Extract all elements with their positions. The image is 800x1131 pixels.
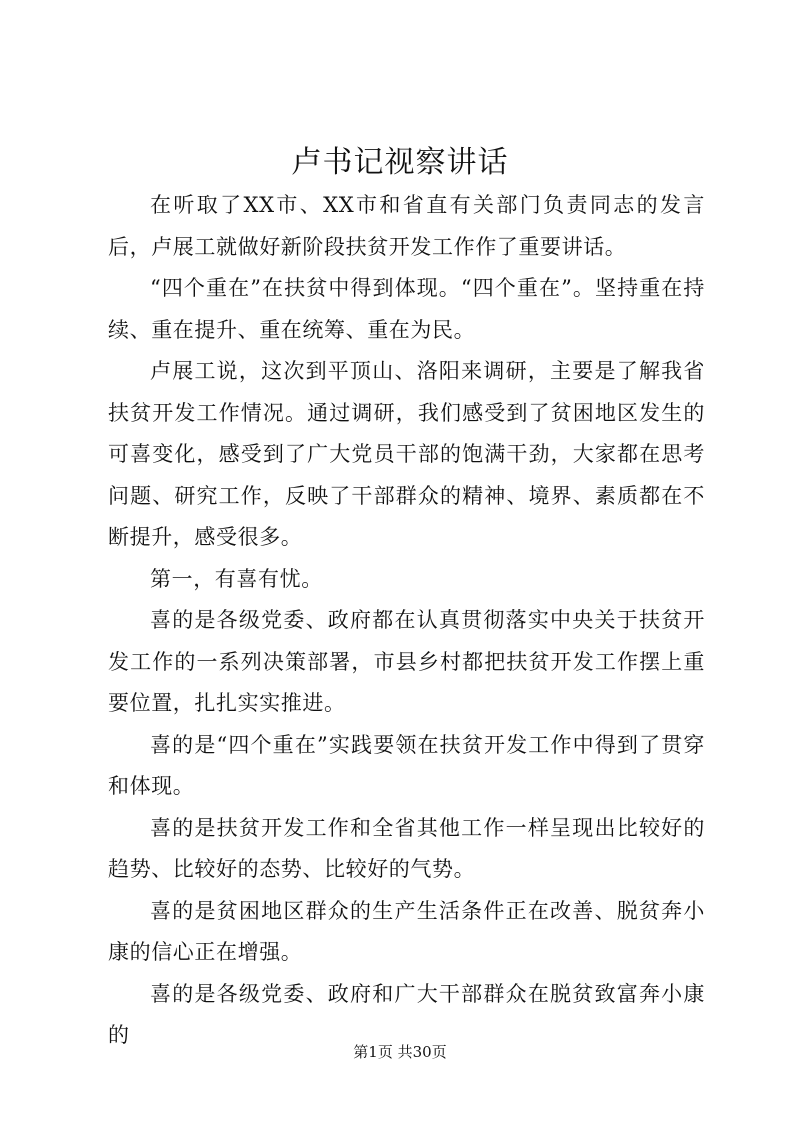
paragraph: 卢展工说，这次到平顶山、洛阳来调研，主要是了解我省扶贫开发工作情况。通过调研，我们感受到了贫困地区发生的可喜变化，感受到了广大党员干部的饱满干劲，大家都在思考问题、研究工作，反映了干部群众的精神、境界、素质都在不断提升，感受很多。 [108, 359, 705, 549]
page-footer: 第1页 共30页 [353, 1043, 447, 1061]
paragraph: 喜的是扶贫开发工作和全省其他工作一样呈现出比较好的趋势、比较好的态势、比较好的气势。 [108, 815, 705, 881]
paragraph: 第一，有喜有忧。 [150, 566, 323, 591]
paragraph: 在听取了XX市、XX市和省直有关部门负责同志的发言后，卢展工就做好新阶段扶贫开发工作作了重要讲话。 [108, 193, 705, 259]
document-body [108, 185, 705, 1057]
paragraph: 喜的是贫困地区群众的生产生活条件正在改善、脱贫奔小康的信心正在增强。 [108, 898, 705, 964]
paragraph: “四个重在”在扶贫中得到体现。“四个重在”。坚持重在持续、重在提升、重在统筹、重在为民。 [108, 276, 705, 342]
paragraph: 喜的是各级党委、政府和广大干部群众在脱贫致富奔小康的 [108, 981, 705, 1047]
paragraph: 喜的是“四个重在”实践要领在扶贫开发工作中得到了贯穿和体现。 [108, 732, 705, 798]
document-title: 卢书记视察讲话 [291, 145, 509, 180]
paragraph: 喜的是各级党委、政府都在认真贯彻落实中央关于扶贫开发工作的一系列决策部署，市县乡村都把扶贫开发工作摆上重要位置，扎扎实实推进。 [108, 608, 705, 715]
